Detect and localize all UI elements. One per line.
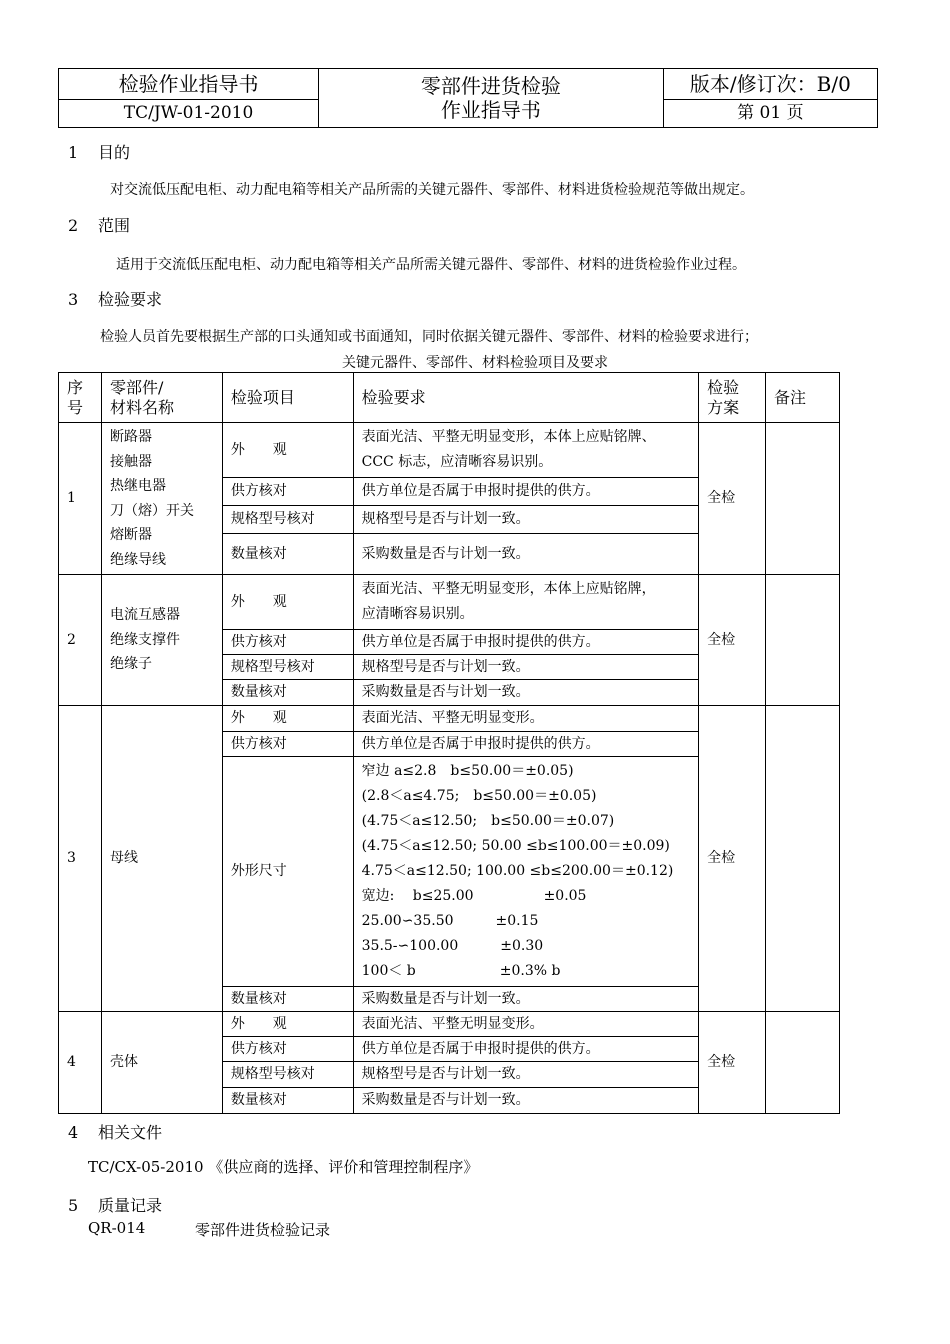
note-cell: [766, 423, 840, 575]
item-cell: 供方核对: [222, 1037, 353, 1062]
group-no: 4: [59, 1012, 102, 1114]
doc-type: 检验作业指导书: [59, 69, 319, 100]
req-cell: 表面光洁、平整无明显变形。: [353, 706, 699, 732]
doc-title: [319, 69, 664, 128]
req-cell: 采购数量是否与计划一致。: [353, 1088, 699, 1114]
inspection-table: [58, 372, 840, 1114]
section-1-text: 对交流低压配电柜、动力配电箱等相关产品所需的关键元器件、零部件、材料进货检验规范等做出规定。: [110, 182, 754, 198]
record-code: QR-014: [88, 1219, 146, 1237]
note-cell: [766, 575, 840, 706]
table-row: [59, 1012, 840, 1037]
section-4-text: TC/CX-05-2010 《供应商的选择、评价和管理控制程序》: [88, 1158, 479, 1176]
req-cell: 表面光洁、平整无明显变形。: [353, 1012, 699, 1037]
group-no: 2: [59, 575, 102, 706]
item-cell: 外 观: [222, 575, 353, 630]
req-cell: 规格型号是否与计划一致。: [353, 1062, 699, 1088]
plan-cell: 全检: [699, 423, 766, 575]
req-cell: 表面光洁、平整无明显变形，本体上应贴铭牌， 应清晰容易识别。: [353, 575, 699, 630]
doc-title-line1: 零部件进货检验: [420, 74, 561, 98]
item-cell: 外 观: [222, 706, 353, 732]
section-3-heading: 3 检验要求: [68, 290, 163, 309]
req-cell: 供方单位是否属于申报时提供的供方。: [353, 630, 699, 655]
item-cell: 外 观: [222, 423, 353, 478]
req-cell: 供方单位是否属于申报时提供的供方。: [353, 732, 699, 757]
doc-page: 第 01 页: [663, 100, 877, 128]
plan-cell: 全检: [699, 575, 766, 706]
table-caption: 关键元器件、零部件、材料检验项目及要求: [342, 355, 608, 371]
item-cell: 外形尺寸: [222, 757, 353, 987]
req-cell: 采购数量是否与计划一致。: [353, 534, 699, 575]
req-cell: 规格型号是否与计划一致。: [353, 655, 699, 680]
item-cell: 规格型号核对: [222, 1062, 353, 1088]
table-row: [59, 706, 840, 732]
col-note: 备注: [766, 373, 840, 423]
col-item: 检验项目: [222, 373, 353, 423]
req-cell: 采购数量是否与计划一致。: [353, 680, 699, 706]
part-names: 母线: [101, 706, 222, 1012]
doc-version: 版本/修订次：B/0: [663, 69, 877, 100]
req-cell: 供方单位是否属于申报时提供的供方。: [353, 478, 699, 506]
section-2-text: 适用于交流低压配电柜、动力配电箱等相关产品所需关键元器件、零部件、材料的进货检验作业过程。: [116, 257, 746, 273]
table-row: [59, 423, 840, 478]
section-1-heading: 1 目的: [68, 143, 131, 162]
part-names: 壳体: [101, 1012, 222, 1114]
section-2-heading: 2 范围: [68, 216, 131, 235]
item-cell: 供方核对: [222, 630, 353, 655]
req-cell: 规格型号是否与计划一致。: [353, 506, 699, 534]
item-cell: 规格型号核对: [222, 506, 353, 534]
req-cell: 采购数量是否与计划一致。: [353, 987, 699, 1012]
section-3-text: 检验人员首先要根据生产部的口头通知或书面通知，同时依据关键元器件、零部件、材料的检验要求进行；: [100, 329, 758, 345]
doc-number: TC/JW-01-2010: [59, 100, 319, 128]
item-cell: 数量核对: [222, 534, 353, 575]
doc-title-line2: 作业指导书: [440, 98, 541, 122]
section-4-heading: 4 相关文件: [68, 1123, 163, 1142]
item-cell: 数量核对: [222, 1088, 353, 1114]
col-plan: 检验 方案: [699, 373, 766, 423]
col-no: 序 号: [59, 373, 102, 423]
section-5-heading: 5 质量记录: [68, 1196, 163, 1215]
req-cell: 窄边 a≤2.8 b≤50.00＝±0.05) (2.8＜a≤4.75; b≤50.00＝±0.05) (4.75＜a≤12.50; b≤50.00＝±0.07) (4.75＜a≤12.50; 50.00 ≤b≤100.00＝±0.09) 4.75＜a≤12.50; 100.00 ≤b≤200.00＝±0.12) 宽边: b≤25.00 ±0.05 25.00∽35.50 ±0.15 35.5-∽100.00 ±0.30 100＜ b ±0.3% b: [353, 757, 699, 987]
plan-cell: 全检: [699, 1012, 766, 1114]
table-row: [59, 575, 840, 630]
group-no: 1: [59, 423, 102, 575]
item-cell: 外 观: [222, 1012, 353, 1037]
item-cell: 供方核对: [222, 478, 353, 506]
note-cell: [766, 1012, 840, 1114]
document-header: [58, 68, 878, 128]
table-header-row: [59, 373, 840, 423]
item-cell: 规格型号核对: [222, 655, 353, 680]
plan-cell: 全检: [699, 706, 766, 1012]
group-no: 3: [59, 706, 102, 1012]
item-cell: 数量核对: [222, 987, 353, 1012]
req-cell: 供方单位是否属于申报时提供的供方。: [353, 1037, 699, 1062]
part-names: 断路器 接触器 热继电器 刀（熔）开关 熔断器 绝缘导线: [101, 423, 222, 575]
item-cell: 数量核对: [222, 680, 353, 706]
item-cell: 供方核对: [222, 732, 353, 757]
col-req: 检验要求: [353, 373, 699, 423]
col-part: 零部件/ 材料名称: [101, 373, 222, 423]
record-name: 零部件进货检验记录: [195, 1221, 331, 1239]
part-names: 电流互感器 绝缘支撑件 绝缘子: [101, 575, 222, 706]
note-cell: [766, 706, 840, 1012]
req-cell: 表面光洁、平整无明显变形，本体上应贴铭牌、 CCC 标志，应清晰容易识别。: [353, 423, 699, 478]
